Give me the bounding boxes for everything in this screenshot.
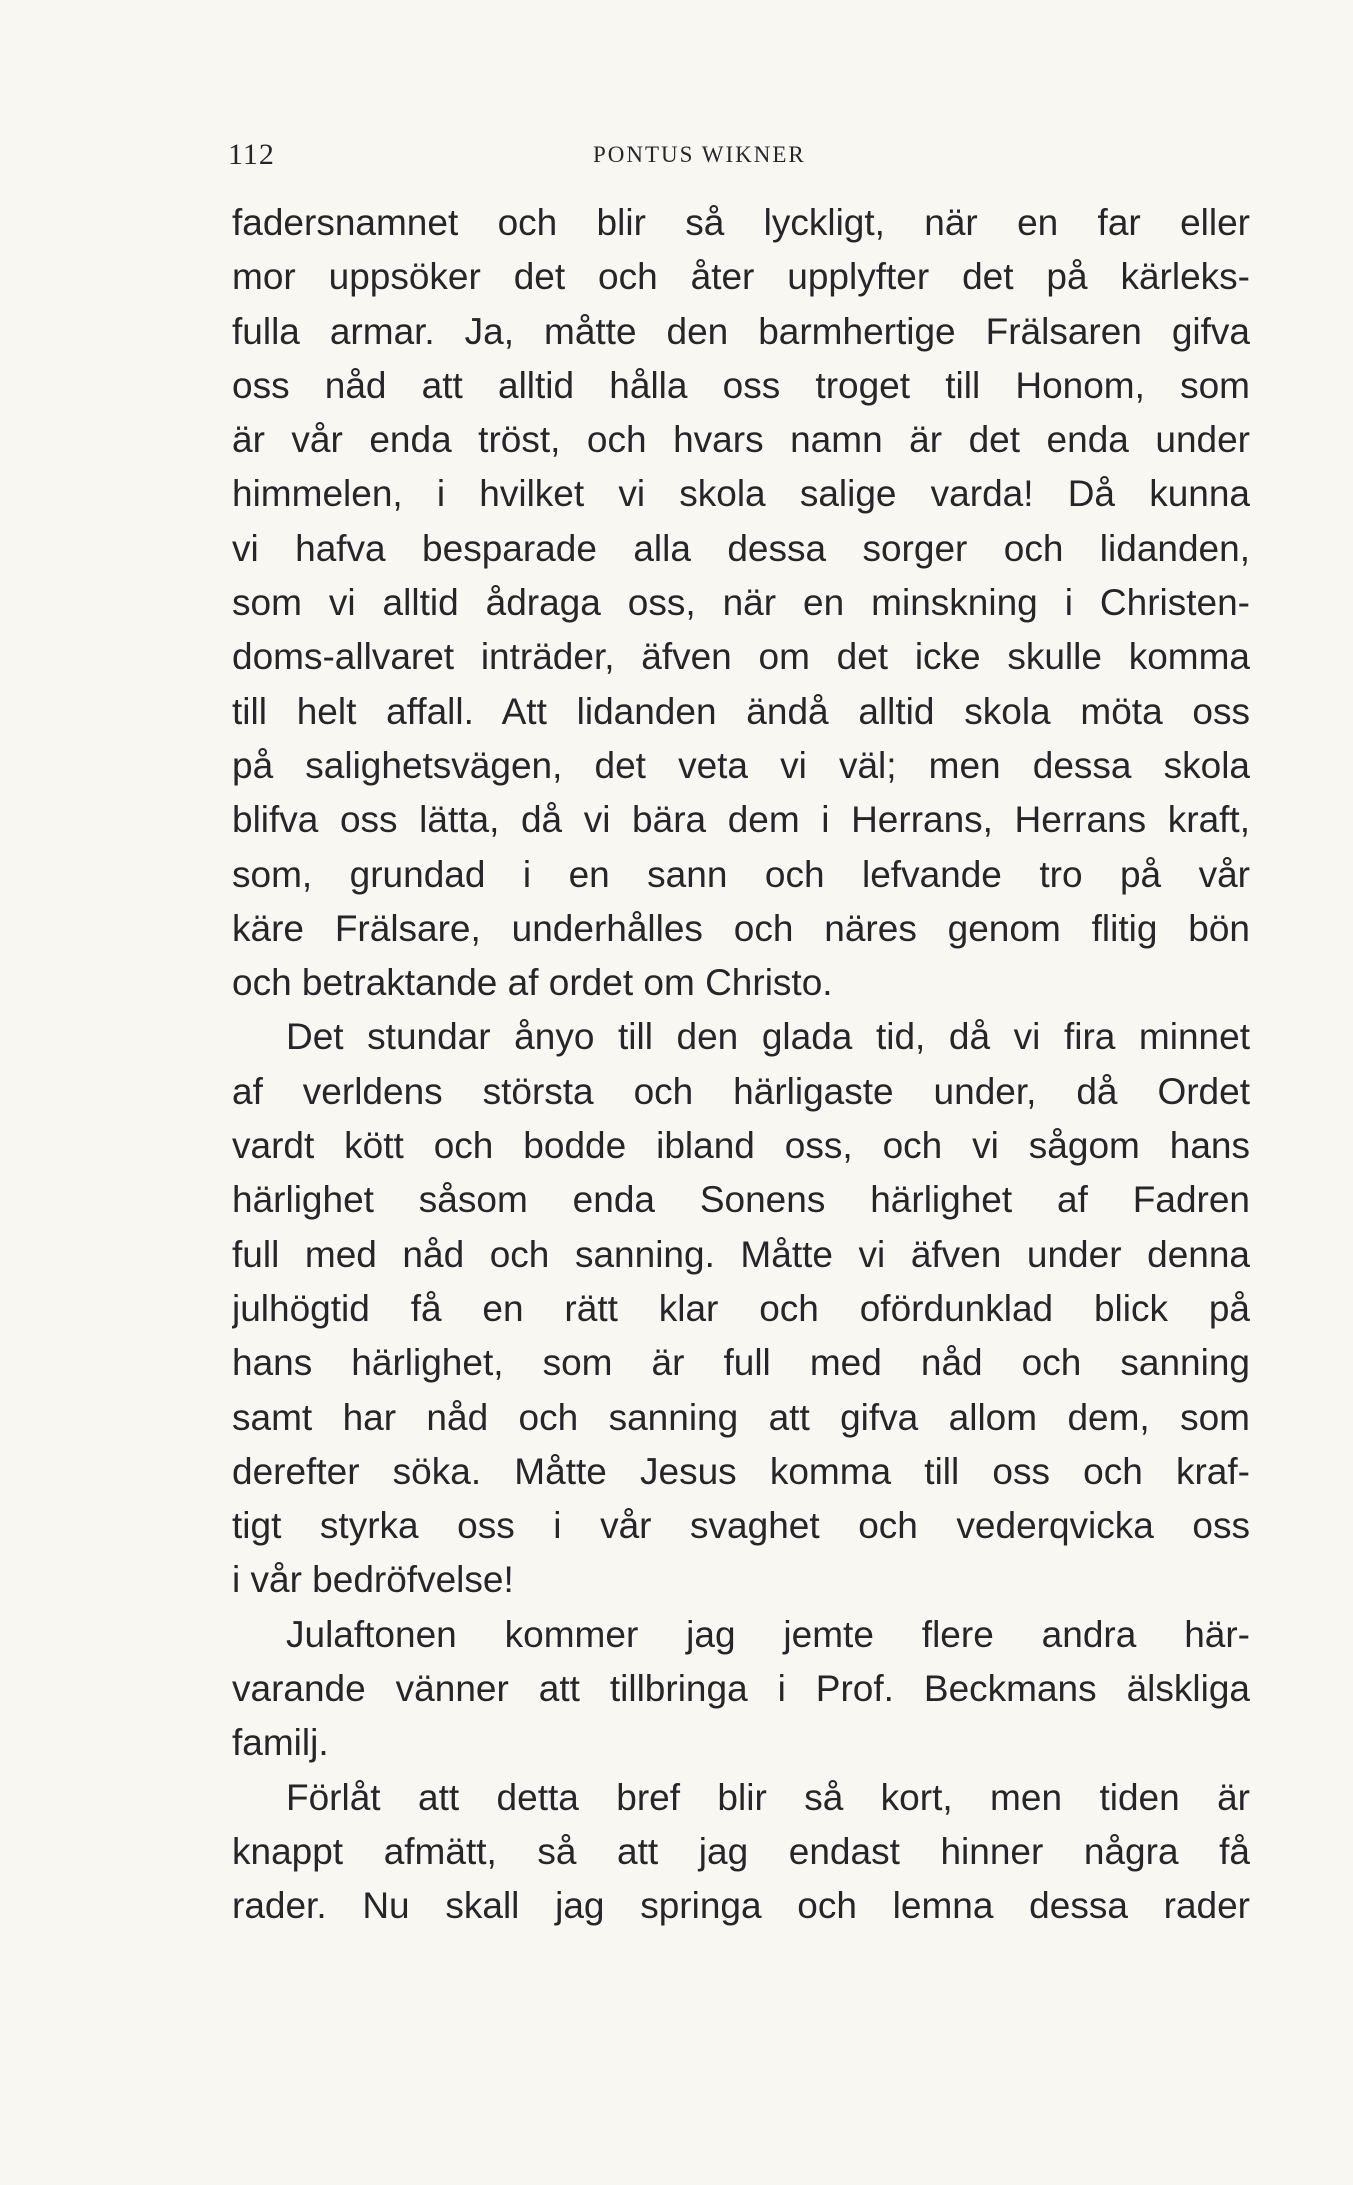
text-line: hans härlighet, som är full med nåd och sanning [232, 1342, 1250, 1384]
text-line: Förlåt att detta bref blir så kort, men tiden är [286, 1776, 1250, 1818]
text-line: vardt kött och bodde ibland oss, och vi sågom hans [232, 1125, 1250, 1167]
body-text [232, 196, 1250, 1934]
text-line: fulla armar. Ja, måtte den barmhertige Frälsaren gifva [232, 310, 1250, 352]
text-line: derefter söka. Måtte Jesus komma till oss och kraf- [232, 1450, 1250, 1492]
text-line: och betraktande af ordet om Christo. [232, 962, 833, 1004]
page-header [228, 138, 1128, 178]
text-line: vi hafva besparade alla dessa sorger och lidanden, [232, 527, 1250, 569]
text-line: Julaftonen kommer jag jemte flere andra här- [286, 1613, 1250, 1655]
text-line: Det stundar ånyo till den glada tid, då vi fira minnet [286, 1016, 1250, 1058]
text-line: som vi alltid ådraga oss, när en minskning i Christen- [232, 582, 1250, 624]
text-line: knappt afmätt, så att jag endast hinner några få [232, 1830, 1250, 1872]
text-line: i vår bedröfvelse! [232, 1559, 514, 1601]
text-line: full med nåd och sanning. Måtte vi äfven under denna [232, 1233, 1250, 1275]
text-line: käre Frälsare, underhålles och näres genom flitig bön [232, 907, 1250, 949]
text-line: blifva oss lätta, då vi bära dem i Herrans, Herrans kraft, [232, 799, 1250, 841]
text-line: familj. [232, 1722, 329, 1764]
text-line: rader. Nu skall jag springa och lemna dessa rader [232, 1885, 1250, 1927]
text-line: till helt affall. Att lidanden ändå alltid skola möta oss [232, 690, 1250, 732]
text-line: julhögtid få en rätt klar och ofördunklad blick på [232, 1287, 1250, 1329]
text-line: samt har nåd och sanning att gifva allom dem, som [232, 1396, 1250, 1438]
text-line: tigt styrka oss i vår svaghet och vederqvicka oss [232, 1505, 1250, 1547]
text-line: af verldens största och härligaste under, då Ordet [232, 1070, 1250, 1112]
text-line: är vår enda tröst, och hvars namn är det enda under [232, 419, 1250, 461]
text-line: härlighet såsom enda Sonens härlighet af Fadren [232, 1179, 1250, 1221]
text-line: himmelen, i hvilket vi skola salige varda! Då kunna [232, 473, 1250, 515]
running-title: PONTUS WIKNER [593, 142, 806, 167]
text-line: mor uppsöker det och åter upplyfter det på kärleks- [232, 256, 1250, 298]
text-line: doms-allvaret inträder, äfven om det icke skulle komma [232, 636, 1250, 678]
text-line: på salighetsvägen, det veta vi väl; men dessa skola [232, 744, 1250, 786]
text-line: fadersnamnet och blir så lyckligt, när en far eller [232, 202, 1250, 243]
text-line: som, grundad i en sann och lefvande tro på vår [232, 853, 1250, 895]
text-line: oss nåd att alltid hålla oss troget till Honom, som [232, 364, 1250, 406]
text-line: varande vänner att tillbringa i Prof. Beckmans älskliga [232, 1668, 1250, 1710]
page-number: 112 [228, 138, 275, 171]
